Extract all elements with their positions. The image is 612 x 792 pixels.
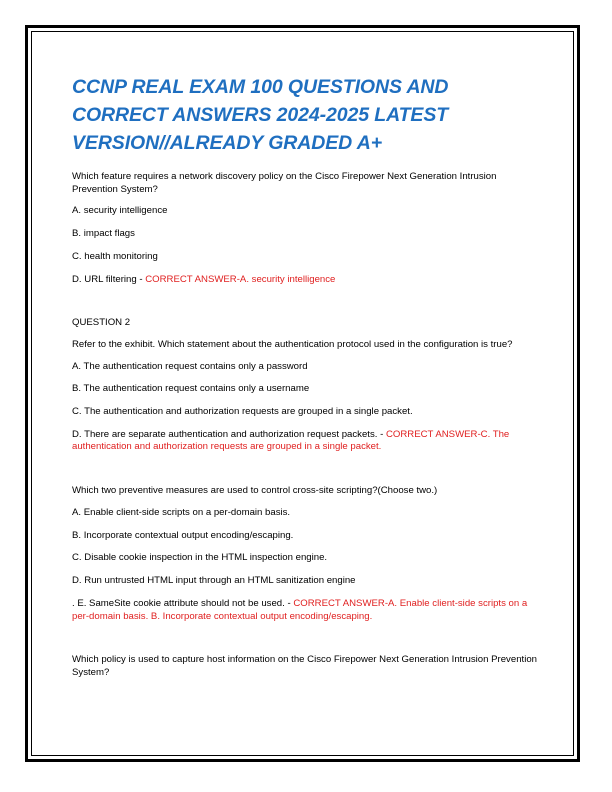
option-a: A. security intelligence xyxy=(72,205,168,217)
option-e: . E. SameSite cookie attribute should not be used. - xyxy=(72,597,294,609)
option-d: D. Run untrusted HTML input through an HTML sanitization engine xyxy=(72,575,356,587)
document-title: CCNP REAL EXAM 100 QUESTIONS AND CORRECT ANSWERS 2024-2025 LATEST VERSION//ALREADY GRADED A+ xyxy=(72,76,449,154)
option-c: C. Disable cookie inspection in the HTML inspection engine. xyxy=(72,552,328,564)
question-block-1 xyxy=(72,171,540,286)
question-block-4 xyxy=(72,654,540,679)
option-d-with-answer xyxy=(72,274,540,287)
question-text: Which feature requires a network discovery policy on the Cisco Firepower Next Generation Intrusion Prevention System? xyxy=(72,171,497,195)
option-b: B. Incorporate contextual output encoding/escaping. xyxy=(72,529,294,541)
question-heading: QUESTION 2 xyxy=(72,317,131,329)
option-b: B. The authentication request contains only a username xyxy=(72,383,310,395)
option-d: D. URL filtering - xyxy=(72,273,146,285)
correct-answer: CORRECT ANSWER-A. Enable client-side scripts on a per-domain basis. B. Incorporate contextual output encoding/escaping. xyxy=(72,597,528,622)
option-d-with-answer xyxy=(72,429,540,454)
question-block-2 xyxy=(72,317,540,454)
option-d: D. There are separate authentication and authorization request packets. - xyxy=(72,428,386,440)
option-a: A. Enable client-side scripts on a per-domain basis. xyxy=(72,506,291,518)
correct-answer: CORRECT ANSWER-C. The authentication and authorization requests are grouped in a single packet. xyxy=(72,428,510,453)
question-block-3 xyxy=(72,485,540,623)
option-e-with-answer xyxy=(72,598,540,623)
document-body xyxy=(72,73,540,689)
option-c: C. The authentication and authorization requests are grouped in a single packet. xyxy=(72,406,413,418)
question-text: Refer to the exhibit. Which statement about the authentication protocol used in the configuration is true? xyxy=(72,338,513,350)
option-c: C. health monitoring xyxy=(72,250,158,262)
question-text: Which two preventive measures are used to control cross-site scripting?(Choose two.) xyxy=(72,485,438,497)
option-b: B. impact flags xyxy=(72,227,135,239)
option-a: A. The authentication request contains only a password xyxy=(72,360,308,372)
question-text: Which policy is used to capture host information on the Cisco Firepower Next Generation Intrusion Prevention System? xyxy=(72,654,537,678)
correct-answer: CORRECT ANSWER-A. security intelligence xyxy=(145,273,336,285)
